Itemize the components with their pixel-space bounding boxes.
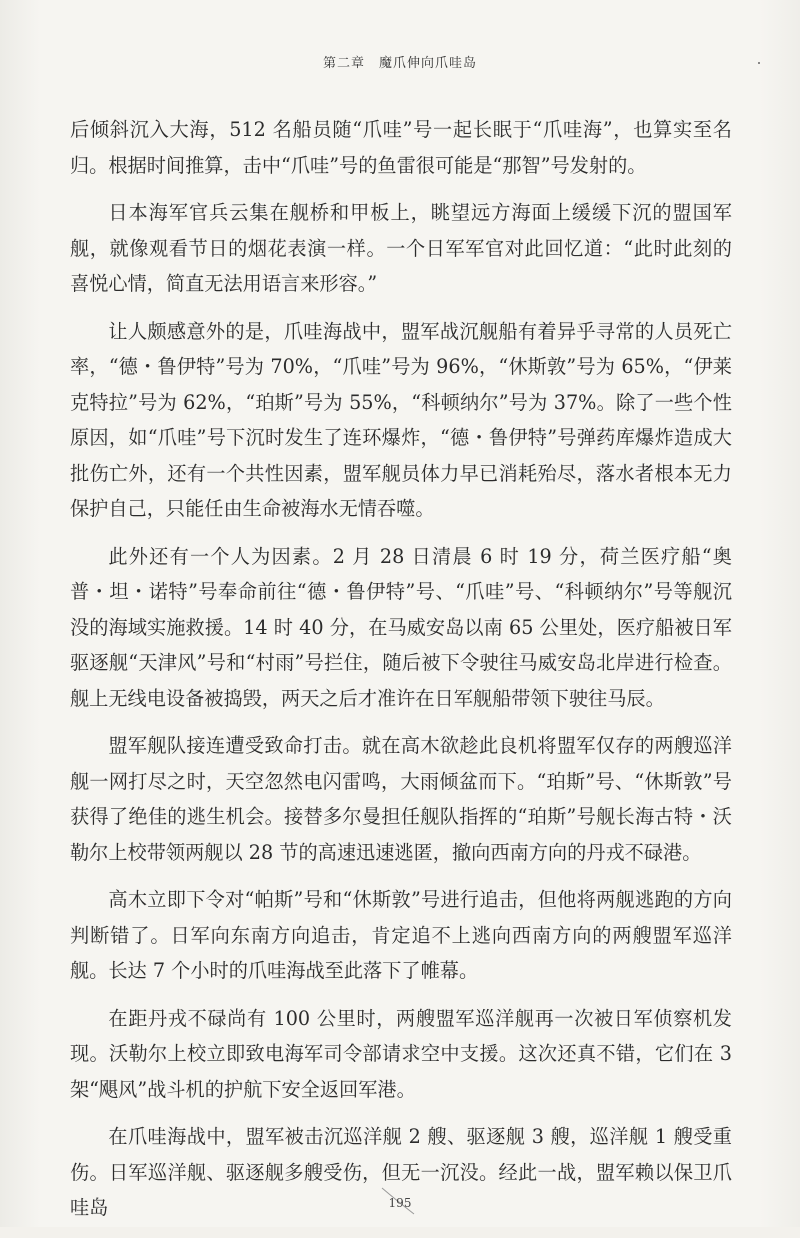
paragraph: 高木立即下令对“帕斯”号和“休斯敦”号进行追击，但他将两舰逃跑的方向判断错了。日军向东南方向追击，肯定追不上逃向西南方向的两艘盟军巡洋舰。长达 7 个小时的爪哇海战至此落下了帷幕。 bbox=[70, 888, 732, 982]
running-header: 第二章 魔爪伸向爪哇岛 bbox=[322, 56, 477, 71]
paragraph: 日本海军官兵云集在舰桥和甲板上，眺望远方海面上缓缓下沉的盟国军舰，就像观看节日的烟花表演一样。一个日军军官对此回忆道：“此时此刻的喜悦心情，简直无法用语言来形容。” bbox=[70, 201, 732, 295]
paragraph: 盟军舰队接连遭受致命打击。就在高木欲趁此良机将盟军仅存的两艘巡洋舰一网打尽之时，天空忽然电闪雷鸣，大雨倾盆而下。“珀斯”号、“休斯敦”号获得了绝佳的逃生机会。接替多尔曼担任舰队指挥的“珀斯”号舰长海古特・沃勒尔上校带领两舰以 28 节的高速迅速逃匿，撤向西南方向的丹戎不碌港。 bbox=[70, 734, 732, 864]
paragraph: 让人颇感意外的是，爪哇海战中，盟军战沉舰船有着异乎寻常的人员死亡率，“德・鲁伊特”号为 70%，“爪哇”号为 96%，“休斯敦”号为 65%，“伊莱克特拉”号为 62%，“珀斯”号为 55%，“科顿纳尔”号为 37%。除了一些个性原因，如“爪哇”号下沉时发生了连环爆炸，“德・鲁伊特”号弹药库爆炸造成大批伤亡外，还有一个共性因素，盟军舰员体力早已消耗殆尽，落水者根本无力保护自己，只能任由生命被海水无情吞噬。 bbox=[70, 319, 732, 520]
paragraph: 此外还有一个人为因素。2 月 28 日清晨 6 时 19 分，荷兰医疗船“奥普・坦・诺特”号奉命前往“德・鲁伊特”号、“爪哇”号、“科顿纳尔”号等舰沉没的海域实施救援。14 时 40 分，在马威安岛以南 65 公里处，医疗船被日军驱逐舰“天津风”号和“村雨”号拦住，随后被下令驶往马威安岛北岸进行检查。舰上无线电设备被捣毁，两天之后才准许在日军舰船带领下驶往马辰。 bbox=[70, 544, 732, 710]
page-number: 195 bbox=[388, 1196, 412, 1210]
paragraph-continued: 后倾斜沉入大海，512 名船员随“爪哇”号一起长眠于“爪哇海”，也算实至名归。根据时间推算，击中“爪哇”号的鱼雷很可能是“那智”号发射的。 bbox=[70, 118, 732, 177]
scan-speck bbox=[758, 62, 760, 64]
paragraph: 在距丹戎不碌尚有 100 公里时，两艘盟军巡洋舰再一次被日军侦察机发现。沃勒尔上校立即致电海军司令部请求空中支援。这次还真不错，它们在 3 架“飓风”战斗机的护航下安全返回军港。 bbox=[70, 1006, 732, 1101]
body-text bbox=[70, 112, 732, 1238]
paragraph: 在爪哇海战中，盟军被击沉巡洋舰 2 艘、驱逐舰 3 艘，巡洋舰 1 艘受重伤。日军巡洋舰、驱逐舰多艘受伤，但无一沉没。经此一战，盟军赖以保卫爪哇岛 bbox=[70, 1125, 732, 1219]
